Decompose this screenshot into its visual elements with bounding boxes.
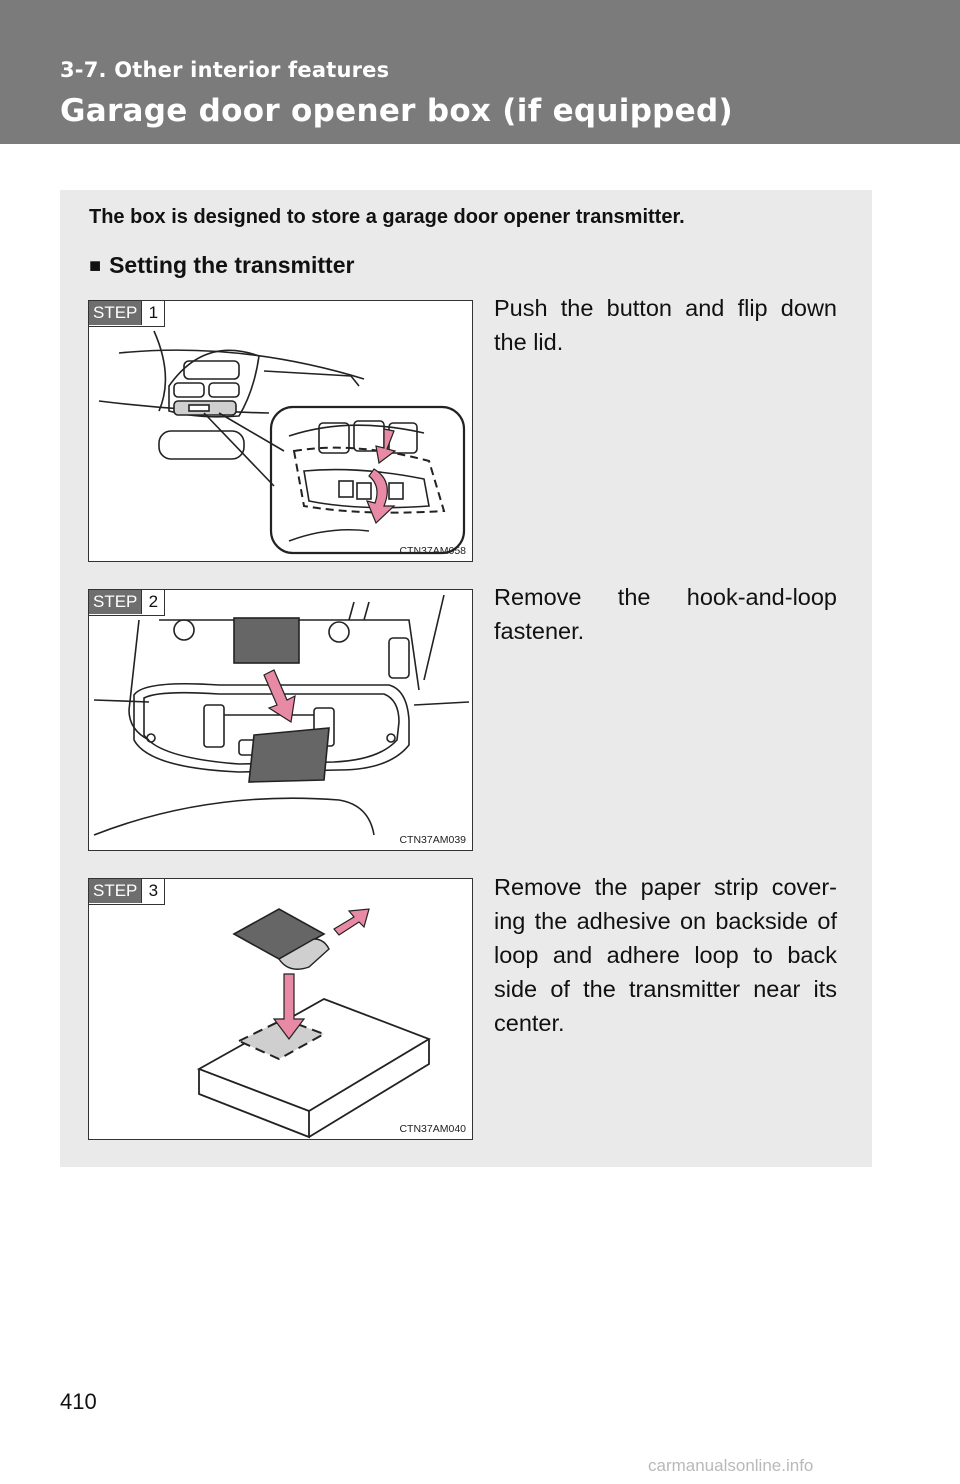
step-number: 3 <box>141 879 164 903</box>
subheading <box>89 252 354 279</box>
section-label: 3-7. Other interior features <box>60 58 390 82</box>
transmitter-adhesive-illustration <box>89 879 474 1141</box>
watermark: carmanualsonline.info <box>648 1456 814 1475</box>
step-2-text: Remove the hook-and-loop fastener. <box>494 584 837 644</box>
page-header <box>0 0 960 144</box>
intro-text: The box is designed to store a garage door opener transmitter. <box>89 206 685 228</box>
step-1-text: Push the button and flip down the lid. <box>494 295 837 355</box>
step-badge <box>88 300 165 327</box>
figure-code: CTN37AM040 <box>399 1123 466 1135</box>
overhead-console-illustration <box>89 301 474 563</box>
step-label: STEP <box>89 879 141 903</box>
page-number: 410 <box>60 1389 97 1414</box>
step-3-text: Remove the paper strip cover-ing the adhesive on backside of loop and adhere loop to back side of the transmitter near its center. <box>494 874 837 1036</box>
subheading-label: Setting the transmitter <box>109 252 355 278</box>
step-1-illustration <box>88 300 473 562</box>
step-label: STEP <box>89 301 141 325</box>
console-fastener-illustration <box>89 590 474 852</box>
step-badge <box>88 589 165 616</box>
step-2-illustration <box>88 589 473 851</box>
figure-code: CTN37AM058 <box>399 545 466 557</box>
page-title: Garage door opener box (if equipped) <box>60 93 733 129</box>
black-square-icon: ■ <box>89 255 102 277</box>
step-label: STEP <box>89 590 141 614</box>
step-badge <box>88 878 165 905</box>
figure-code: CTN37AM039 <box>399 834 466 846</box>
step-number: 1 <box>141 301 164 325</box>
step-number: 2 <box>141 590 164 614</box>
step-3-illustration <box>88 878 473 1140</box>
